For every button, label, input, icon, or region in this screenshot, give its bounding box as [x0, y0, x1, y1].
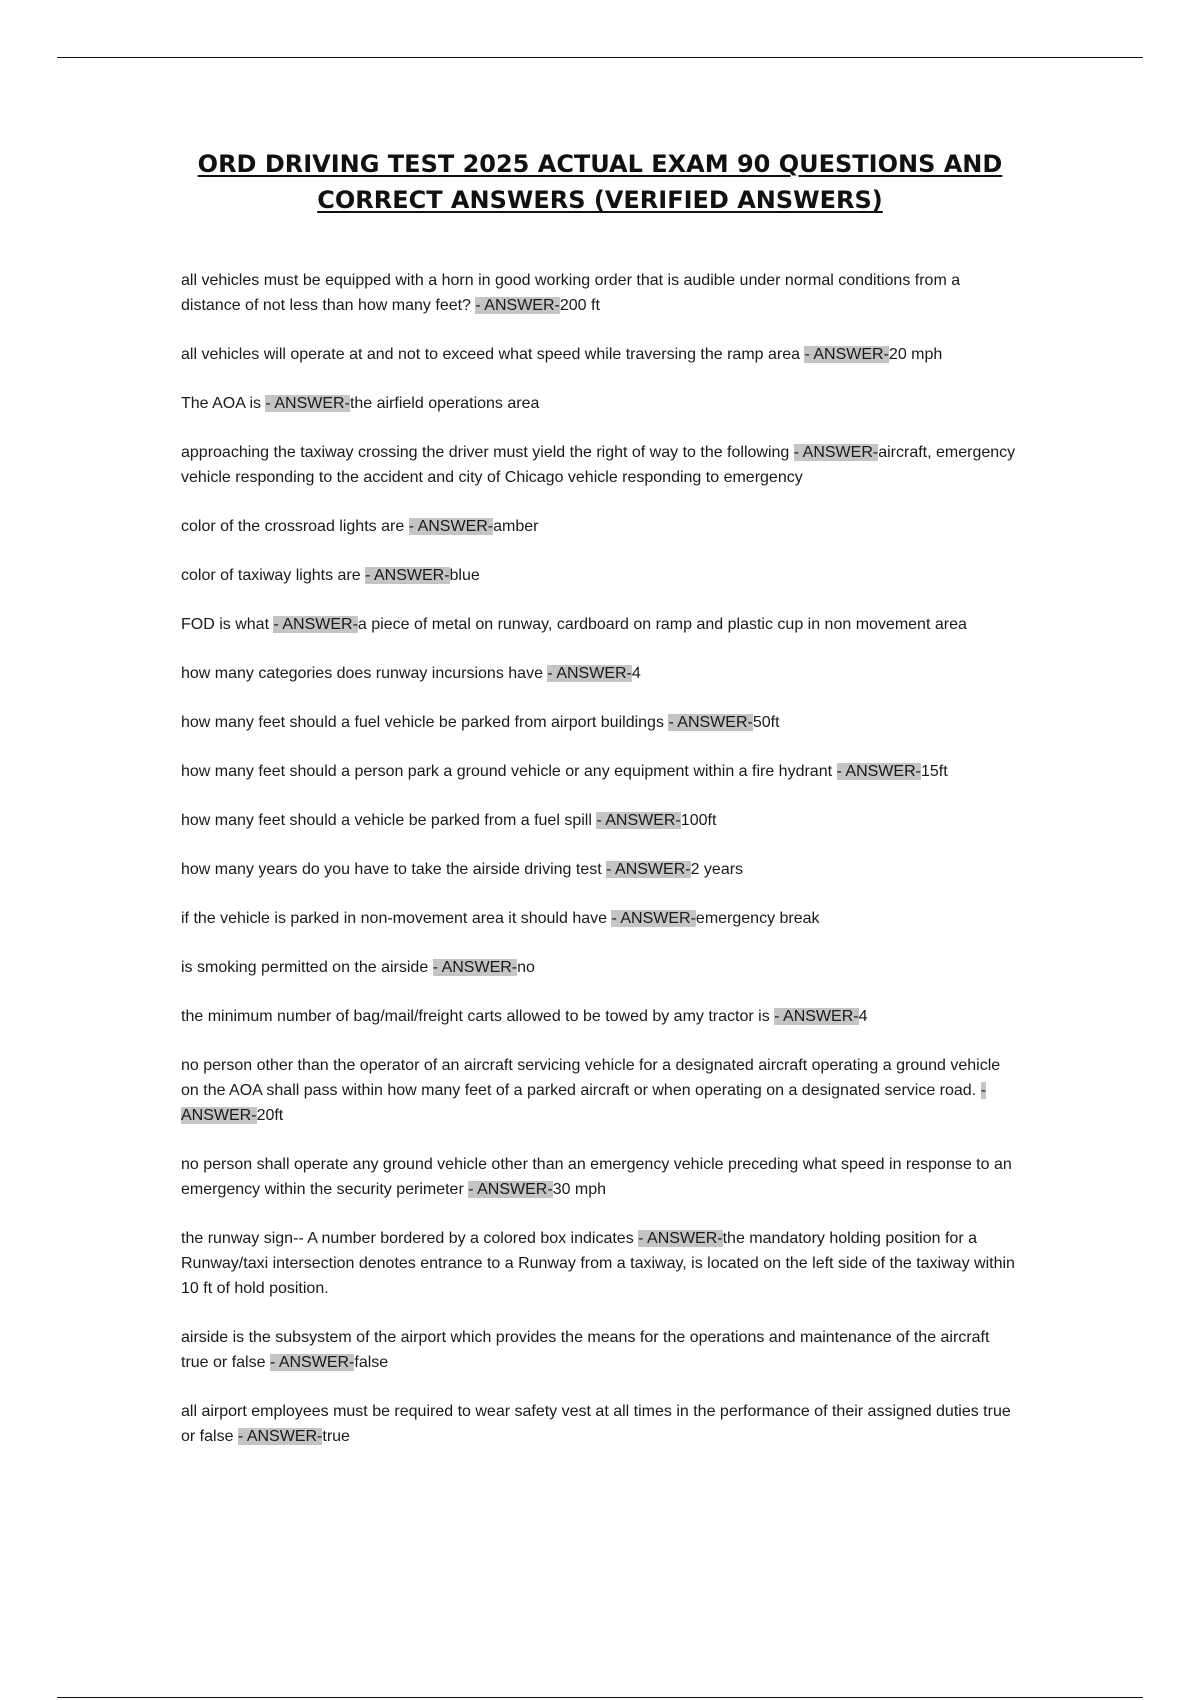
- question-text: is smoking permitted on the airside: [181, 959, 433, 976]
- question-text: approaching the taxiway crossing the driver must yield the right of way to the following: [181, 444, 794, 461]
- answer-label: - ANSWER-: [273, 616, 358, 633]
- answer-text: false: [354, 1354, 389, 1371]
- answer-label: - ANSWER-: [269, 1354, 355, 1371]
- question-text: how many categories does runway incursions have: [181, 665, 548, 682]
- question-text: color of the crossroad lights are: [181, 518, 409, 535]
- qa-item: [181, 563, 1021, 588]
- question-text: all vehicles will operate at and not to exceed what speed while traversing the ramp area: [181, 346, 805, 363]
- answer-text: 20 mph: [888, 346, 943, 363]
- qa-item: [181, 710, 1021, 735]
- answer-label: - ANSWER-: [237, 1428, 323, 1445]
- question-text: airside is the subsystem of the airport which provides the means for the operations and maintenance of the aircraft true or false: [181, 1329, 990, 1371]
- qa-item: [181, 1004, 1021, 1029]
- answer-label: - ANSWER-: [774, 1008, 859, 1025]
- question-text: color of taxiway lights are: [181, 567, 366, 584]
- answer-label: - ANSWER-: [547, 665, 632, 682]
- answer-label: - ANSWER-: [638, 1230, 723, 1247]
- qa-item: [181, 1399, 1021, 1449]
- top-divider: [57, 57, 1143, 58]
- answer-label: - ANSWER-: [432, 959, 518, 976]
- answer-label: - ANSWER-: [265, 395, 350, 412]
- qa-list: [181, 268, 1021, 1473]
- answer-text: 20ft: [256, 1107, 284, 1124]
- answer-label: - ANSWER-: [408, 518, 494, 535]
- question-text: the minimum number of bag/mail/freight carts allowed to be towed by amy tractor is: [181, 1008, 775, 1025]
- question-text: no person shall operate any ground vehicle other than an emergency vehicle preceding what speed in response to an emergency within the security perimeter: [181, 1156, 1012, 1198]
- qa-item: [181, 440, 1021, 490]
- answer-label: - ANSWER-: [668, 714, 753, 731]
- question-text: no person other than the operator of an aircraft servicing vehicle for a designated aircraft operating a ground vehicle on the AOA shall pass within how many feet of a parked aircraft or when operating on a designated service road.: [181, 1057, 1001, 1099]
- answer-text: 2 years: [690, 861, 744, 878]
- qa-item: [181, 661, 1021, 686]
- qa-item: [181, 391, 1021, 416]
- question-text: how many feet should a person park a ground vehicle or any equipment within a fire hydrant: [181, 763, 837, 780]
- qa-item: [181, 1325, 1021, 1375]
- answer-text: 200 ft: [559, 297, 600, 314]
- answer-text: true: [322, 1428, 350, 1445]
- answer-label: - ANSWER-: [836, 763, 921, 780]
- answer-label: - ANSWER-: [793, 444, 879, 461]
- qa-item: [181, 342, 1021, 367]
- answer-text: 15ft: [920, 763, 948, 780]
- answer-label: - ANSWER-: [468, 1181, 553, 1198]
- answer-label: - ANSWER-: [606, 861, 691, 878]
- question-text: all vehicles must be equipped with a horn in good working order that is audible under normal conditions from a distance of not less than how many feet?: [181, 272, 961, 314]
- answer-text: amber: [493, 518, 539, 535]
- qa-item: [181, 268, 1021, 318]
- question-text: how many feet should a vehicle be parked from a fuel spill: [181, 812, 597, 829]
- question-text: how many feet should a fuel vehicle be parked from airport buildings: [181, 714, 669, 731]
- answer-label: - ANSWER-: [181, 1082, 986, 1124]
- document-title: ORD DRIVING TEST 2025 ACTUAL EXAM 90 QUESTIONS AND CORRECT ANSWERS (VERIFIED ANSWERS): [197, 150, 1003, 214]
- answer-text: a piece of metal on runway, cardboard on ramp and plastic cup in non movement area: [357, 616, 967, 633]
- qa-item: [181, 906, 1021, 931]
- bottom-divider: [57, 1697, 1143, 1698]
- answer-text: aircraft, emergency vehicle responding to the accident and city of Chicago vehicle responding to emergency: [181, 444, 1016, 486]
- question-text: if the vehicle is parked in non-movement area it should have: [181, 910, 612, 927]
- answer-text: 50ft: [752, 714, 780, 731]
- qa-item: [181, 808, 1021, 833]
- qa-item: [181, 857, 1021, 882]
- qa-item: [181, 759, 1021, 784]
- qa-item: [181, 1053, 1021, 1128]
- qa-item: [181, 514, 1021, 539]
- answer-text: 4: [631, 665, 641, 682]
- answer-label: - ANSWER-: [611, 910, 696, 927]
- question-text: how many years do you have to take the airside driving test: [181, 861, 607, 878]
- answer-text: 4: [858, 1008, 868, 1025]
- question-text: all airport employees must be required to wear safety vest at all times in the performance of their assigned duties true or false: [181, 1403, 1011, 1445]
- answer-label: - ANSWER-: [475, 297, 560, 314]
- answer-label: - ANSWER-: [596, 812, 681, 829]
- answer-text: the airfield operations area: [349, 395, 540, 412]
- answer-text: emergency break: [695, 910, 820, 927]
- answer-label: - ANSWER-: [804, 346, 889, 363]
- answer-text: blue: [449, 567, 480, 584]
- qa-item: [181, 955, 1021, 980]
- answer-label: - ANSWER-: [365, 567, 450, 584]
- answer-text: 30 mph: [552, 1181, 607, 1198]
- answer-text: 100ft: [680, 812, 717, 829]
- answer-text: the mandatory holding position for a Runway/taxi intersection denotes entrance to a Runway from a taxiway, is located on the left side of the taxiway within 10 ft of hold position.: [181, 1230, 1015, 1297]
- question-text: the runway sign-- A number bordered by a colored box indicates: [181, 1230, 639, 1247]
- qa-item: [181, 612, 1021, 637]
- question-text: FOD is what: [181, 616, 274, 633]
- question-text: The AOA is: [181, 395, 266, 412]
- qa-item: [181, 1226, 1021, 1301]
- answer-text: no: [517, 959, 535, 976]
- qa-item: [181, 1152, 1021, 1202]
